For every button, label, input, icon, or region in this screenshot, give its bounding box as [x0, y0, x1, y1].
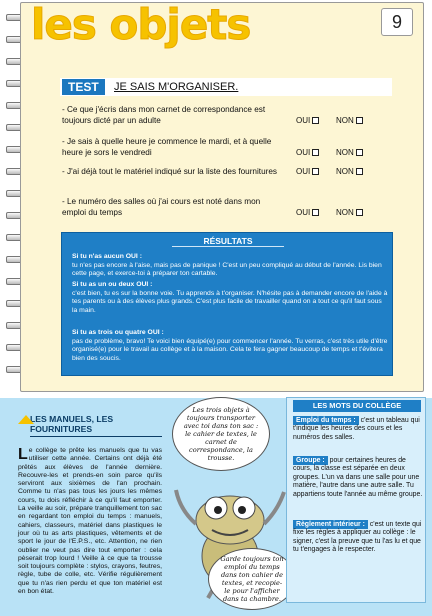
speech-bubble: Les trois objets à toujours transporter avec toi dans ton sac : le cahier de textes, le carnet de correspondance, la trousse. — [172, 397, 270, 471]
no-checkbox[interactable] — [356, 117, 363, 124]
question-text: - Ce que j'écris dans mon carnet de correspondance est toujours dicté par un adulte — [62, 105, 266, 125]
speech-bubble: Garde toujours ton emploi du temps dans ton cahier de textes, et recopie-le pour l'afficher dans ta chambre. — [208, 548, 296, 610]
glossary-entry — [293, 520, 423, 555]
results-heading: RÉSULTATS — [172, 235, 284, 247]
result-title: Si tu as un ou deux OUI : — [72, 281, 153, 288]
yes-label: OUI — [296, 167, 311, 176]
question-item — [62, 166, 392, 177]
results-box — [61, 232, 393, 376]
result-text: c'est bien, tu es sur la bonne voie. Tu apprends à t'organiser. N'hésite pas à demander encore de l'aide à tes parents ou à des élèves plus grands. C'est plus facile de travailler quand on a tout ce qu'il faut sous la main. — [72, 289, 388, 314]
glossary-term: Règlement intérieur : — [293, 520, 368, 529]
test-heading: JE SAIS M'ORGANISER. — [114, 81, 239, 93]
drop-cap: L — [18, 446, 28, 463]
warning-triangle-icon — [18, 415, 34, 424]
glossary-entry — [293, 416, 423, 442]
question-text: - Je sais à quelle heure je commence le mardi, et à quelle heure je sors le vendredi — [62, 137, 272, 157]
manuels-heading: LES MANUELS, LES FOURNITURES — [30, 414, 162, 437]
result-item — [72, 329, 388, 363]
question-item — [62, 104, 392, 126]
yes-checkbox[interactable] — [312, 149, 319, 156]
yes-label: OUI — [296, 208, 311, 217]
no-checkbox[interactable] — [356, 209, 363, 216]
glossary-term: Groupe : — [293, 456, 328, 465]
glossary-entry — [293, 456, 423, 499]
result-title: Si tu n'as aucun OUI : — [72, 253, 142, 260]
result-text: pas de problème, bravo! Te voici bien équipé(e) pour commencer l'année. Tu verras, c'est très utile d'être organisé(e) pour le travail au collège et à la maison. Cela te fera gagner beaucoup de temps et t'évitera bien des soucis. — [72, 337, 388, 362]
mots-heading: LES MOTS DU COLLÈGE — [293, 400, 421, 412]
no-label: NON — [336, 167, 354, 176]
yes-label: OUI — [296, 116, 311, 125]
question-text: - J'ai déjà tout le matériel indiqué sur la liste des fournitures — [62, 167, 278, 176]
yes-checkbox[interactable] — [312, 117, 319, 124]
page-title: les objets — [31, 0, 251, 49]
glossary-definition: c'est un tableau qui t'indique les heures des cours et les numéros des salles. — [293, 417, 420, 441]
no-checkbox[interactable] — [356, 149, 363, 156]
manuels-section — [18, 414, 162, 596]
result-title: Si tu as trois ou quatre OUI : — [72, 329, 164, 336]
yes-label: OUI — [296, 148, 311, 157]
test-header — [60, 78, 392, 96]
mots-section — [286, 397, 426, 603]
question-item — [62, 196, 392, 218]
result-item — [72, 281, 388, 315]
question-text: - Le numéro des salles où j'ai cours est noté dans mon emploi du temps — [62, 197, 261, 217]
page-number: 9 — [381, 8, 413, 36]
glossary-definition: pour certaines heures de cours, la classe est séparée en deux groupes. L'un va dans une salle pour une matière, l'autre dans une autre salle. Tu appartiens toute l'année au même groupe. — [293, 457, 423, 498]
manuels-body — [18, 447, 162, 596]
yes-checkbox[interactable] — [312, 168, 319, 175]
question-item — [62, 136, 392, 158]
test-tag: TEST — [62, 79, 105, 95]
glossary-term: Emploi du temps : — [293, 416, 359, 425]
manuels-text: e collège te prête les manuels que tu vas utiliser cette année. Certains ont déjà été prêtés aux élèves de l'année dernière. Recouvre-les et prends-en soin parce qu'ils serviront aux sixièmes de l'an prochain. Comme tu n'as pas tous les jours les mêmes cours, tu dois réfléchir à ce qu'il faut emporter. La veille au soir, prépare tranquillement ton sac en regardant ton emploi du temps : manuels, cahiers, classeurs, matériel dans plastiques le jour où tu as arts plastiques, vêtements et de sport le jour de l'E.P.S., etc. Attention, ne rien oublier ne veut pas dire tout emporter : cela pèserait trop lourd ! Veille à ce que ta trousse soit toujours complète : stylos, crayons, feutres, règle, tube de colle, etc. Vérifie régulièrement que tu n'as rien perdu et que ton matériel est en bon état. — [18, 447, 162, 596]
result-text: tu n'es pas encore à l'aise, mais pas de panique ! C'est un peu compliqué au début de l'année. Lis bien cette page, et exerce-toi à préparer ton cartable. — [72, 261, 382, 278]
no-label: NON — [336, 208, 354, 217]
glossary-definition: c'est un texte qui fixe les règles à appliquer au collège : le signer, c'est la preuve que tu l'as lu et que tu t'engages à le respecter. — [293, 521, 422, 554]
result-item — [72, 253, 388, 279]
no-checkbox[interactable] — [356, 168, 363, 175]
no-label: NON — [336, 116, 354, 125]
yes-checkbox[interactable] — [312, 209, 319, 216]
no-label: NON — [336, 148, 354, 157]
